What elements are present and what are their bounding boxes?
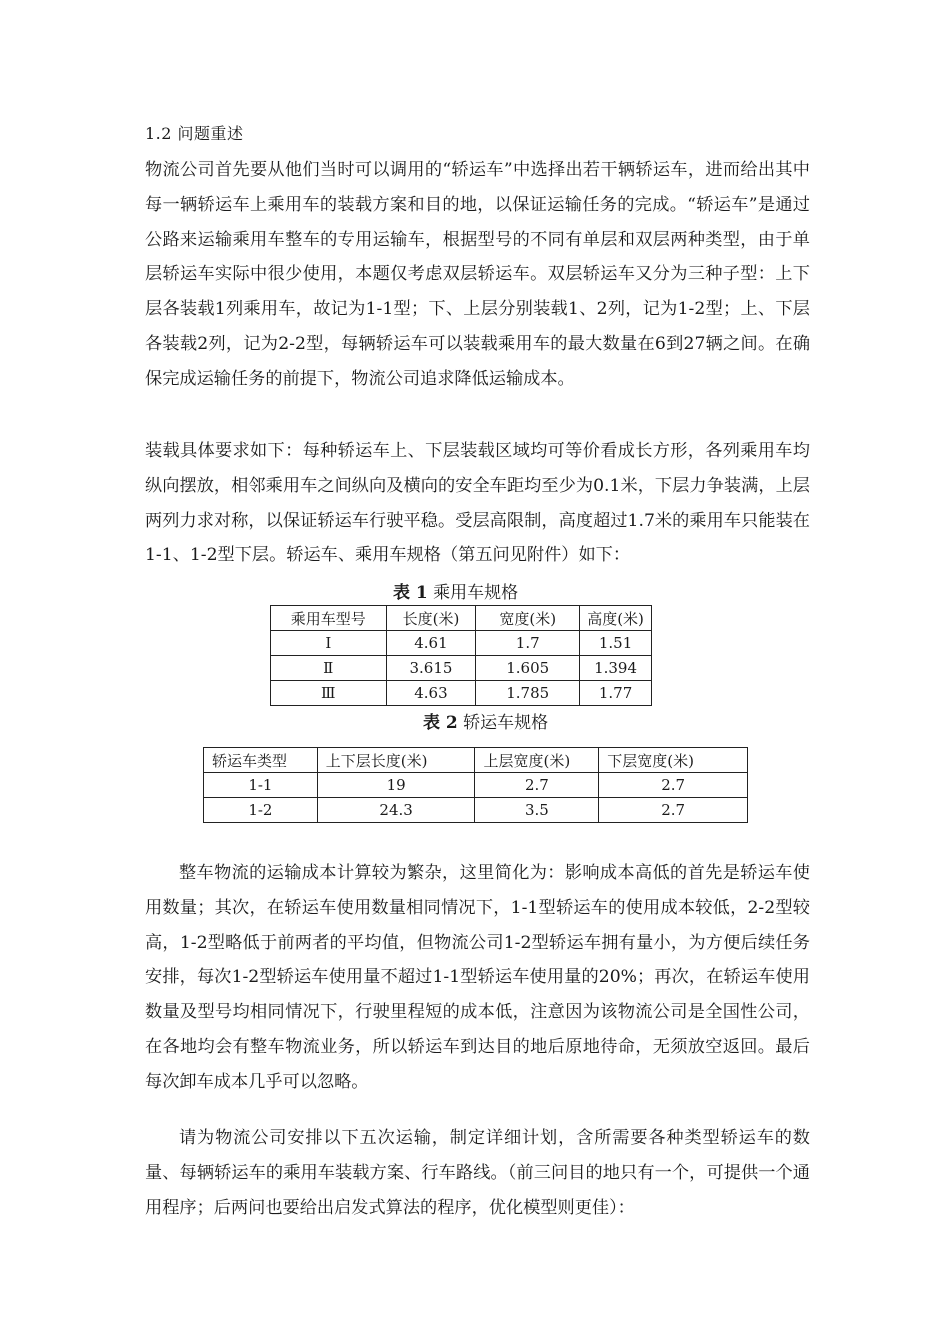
table-cell: 1.77 [580, 681, 652, 706]
table-header-row [204, 748, 748, 773]
table-cell: 1.7 [476, 631, 580, 656]
table-cell: 4.63 [386, 681, 476, 706]
table-header-cell: 上下层长度(米) [317, 748, 475, 773]
table-cell: 1.51 [580, 631, 652, 656]
table-cell: 1.394 [580, 656, 652, 681]
table-row [271, 681, 652, 706]
table-cell: 19 [317, 773, 475, 798]
table-cell: 1-2 [204, 798, 318, 823]
table-row [204, 773, 748, 798]
table-cell: 24.3 [317, 798, 475, 823]
table-cell: 2.7 [475, 773, 599, 798]
table1-caption-number: 表 1 [393, 583, 428, 603]
table-cell: 2.7 [599, 798, 748, 823]
table-row [204, 798, 748, 823]
paragraph-cost-rules: 整车物流的运输成本计算较为繁杂，这里简化为：影响成本高低的首先是轿运车使用数量；其次，在轿运车使用数量相同情况下，1-1型轿运车的使用成本较低，2-2型较高，1-2型略低于前两者的平均值，但物流公司1-2型轿运车拥有量小，为方便后续任务安排，每次1-2型轿运车使用量不超过1-1型轿运车使用量的20%；再次，在轿运车使用数量及型号均相同情况下，行驶里程短的成本低，注意因为该物流公司是全国性公司，在各地均会有整车物流业务，所以轿运车到达目的地后原地待命，无须放空返回。最后每次卸车成本几乎可以忽略。 [145, 863, 810, 1092]
table-cell: 1.605 [476, 656, 580, 681]
table-header-cell: 轿运车类型 [204, 748, 318, 773]
table-header-row [271, 606, 652, 631]
passenger-car-spec-table [270, 605, 652, 706]
table-header-cell: 下层宽度(米) [599, 748, 748, 773]
table-row [271, 631, 652, 656]
table-cell: Ⅲ [271, 681, 387, 706]
car-carrier-spec-table [203, 747, 748, 823]
table1-caption-text: 乘用车规格 [433, 583, 519, 603]
paragraph-loading-requirements: 装载具体要求如下：每种轿运车上、下层装载区域均可等价看成长方形，各列乘用车均纵向摆放，相邻乘用车之间纵向及横向的安全车距均至少为0.1米，下层力争装满，上层两列力求对称，以保证轿运车行驶平稳。受层高限制，高度超过1.7米的乘用车只能装在1-1、1-2型下层。轿运车、乘用车规格（第五问见附件）如下： [145, 441, 810, 566]
paragraph-task-request: 请为物流公司安排以下五次运输，制定详细计划，含所需要各种类型轿运车的数量、每辆轿运车的乘用车装载方案、行车路线。（前三问目的地只有一个，可提供一个通用程序；后两问也要给出启发式算法的程序，优化模型则更佳）： [145, 1128, 810, 1218]
table-cell: Ⅰ [271, 631, 387, 656]
table-header-cell: 乘用车型号 [271, 606, 387, 631]
table-cell: 1-1 [204, 773, 318, 798]
table2-caption-number: 表 2 [423, 713, 458, 733]
table-cell: 2.7 [599, 773, 748, 798]
table-row [271, 656, 652, 681]
table-header-cell: 上层宽度(米) [475, 748, 599, 773]
table2-caption-text: 轿运车规格 [463, 713, 549, 733]
table2-caption [423, 712, 548, 734]
table-header-cell: 长度(米) [386, 606, 476, 631]
section-heading: 1.2 问题重述 [145, 124, 244, 143]
paragraph-intro: 物流公司首先要从他们当时可以调用的“轿运车”中选择出若干辆轿运车，进而给出其中每一辆轿运车上乘用车的装载方案和目的地，以保证运输任务的完成。“轿运车”是通过公路来运输乘用车整车的专用运输车，根据型号的不同有单层和双层两种类型，由于单层轿运车实际中很少使用，本题仅考虑双层轿运车。双层轿运车又分为三种子型：上下层各装载1列乘用车，故记为1-1型；下、上层分别装载1、2列，记为1-2型；上、下层各装载2列，记为2-2型，每辆轿运车可以装载乘用车的最大数量在6到27辆之间。在确保完成运输任务的前提下，物流公司追求降低运输成本。 [145, 160, 811, 389]
table-cell: 3.5 [475, 798, 599, 823]
table-cell: 3.615 [386, 656, 476, 681]
table-cell: 4.61 [386, 631, 476, 656]
table-header-cell: 高度(米) [580, 606, 652, 631]
table-header-cell: 宽度(米) [476, 606, 580, 631]
table-cell: 1.785 [476, 681, 580, 706]
table1-caption [393, 582, 518, 604]
table-cell: Ⅱ [271, 656, 387, 681]
